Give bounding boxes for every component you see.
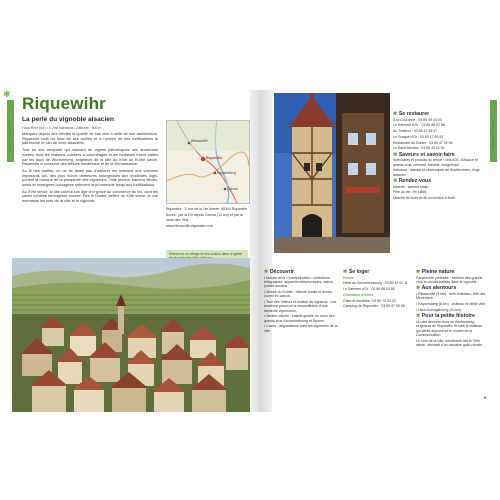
info-line: • Caves : dégustations chez les vignerons de la ville.: [264, 324, 338, 333]
info-line: Artisanat : faïence et céramiques de Soufflenheim, linge alsacien.: [393, 168, 480, 177]
info-subheading: Hôtels: [343, 275, 354, 280]
info-line: • Haut-Koenigsbourg (20 km).: [416, 307, 463, 312]
page-title: Riquewihr: [22, 94, 106, 113]
paragraph: Au XVIe siècle, la cité connut son âge d'or grâce au commerce du vin, dont les caves voûtées témoignent encore. Dès le Dolder, beffroi du XIIIe siècle, la vue embrasse les toits de la ville et le vignoble.: [22, 188, 158, 204]
section-heading: ✱ Aux alentours: [416, 285, 457, 292]
access-info: Accès : par la D3 depuis Colmar (12 km) et par la route des Vins.: [166, 213, 243, 222]
info-line: • Tour des Voleurs et maison du vigneron : une ancienne prison et la reconstitution d'une demeure vigneronne.: [264, 300, 337, 313]
info-line: Spécialités et produits du terroir : vins AOC d'Alsace et grands crus, crémant, bredele, kougelhopf.: [393, 158, 478, 167]
restaurant-item: Le Saint-Nicolas : 03 89 49 01 51: [393, 146, 445, 151]
tourism-office: Riquewihr : 2, rue de la 1re Armée, 68340 Riquewihr: [166, 207, 248, 211]
restaurant-item: Au Trotthus : 03 89 47 96 47: [393, 129, 438, 134]
contact-info: [166, 207, 248, 231]
page-subtitle: La perle du vignoble alsacien: [22, 116, 114, 123]
restaurant-item: Le Grappe d'Or : 03 89 47 89 52: [393, 134, 444, 139]
section-heading: ✱ Saveurs et savoir-faire: [393, 151, 455, 158]
restaurant-item: Le Sarment d'Or : 03 89 86 02 86: [393, 123, 445, 128]
star-icon: ✱: [3, 89, 11, 99]
section-heading: ✱ Se restaurer: [393, 111, 430, 117]
dolder-tower-photo: [274, 93, 390, 253]
restaurant-item: Restaurant du Dolder : 03 89 47 92 56: [393, 140, 453, 145]
map-label: Ribeauvillé: [191, 139, 208, 143]
info-line: • Musée du Dolder : histoire locale et armes, ouvert en saison.: [264, 290, 333, 299]
section-heading: ✱ Pour la petite histoire: [416, 313, 475, 320]
section-heading: ✱ Se loger: [343, 269, 370, 275]
section-heading: ✱ Rendez-vous: [393, 177, 432, 184]
section-heading: ✱ Pleine nature: [416, 269, 455, 275]
info-subheading: Chambres d'hôtes: [343, 292, 374, 297]
restaurant-item: À la Couronne : 03 89 49 03 03: [393, 117, 442, 122]
info-column-2: [343, 268, 413, 310]
info-line: Fête du vin : fin juillet.: [393, 190, 427, 195]
left-page-text-area: [12, 90, 250, 260]
info-line: Marché de Noël de fin novembre à Noël.: [393, 196, 456, 201]
page-number-right: 9: [484, 395, 487, 400]
article-body: [22, 132, 158, 206]
section-heading: ✱ Découvrir: [264, 269, 295, 275]
info-line: Randonnée pédestre : sentiers des grands crus et circuits balisés dans le vignoble.: [416, 275, 483, 285]
paragraph: Tout en ses remparts qui cachent de vignes pittoresques ses anciennes ruelles, dont les maisons colorées à colombages et les fontaines furent bâties par les ducs de Wurtemberg, seigneurs de la ville du XIVe au XVIIIe siècle, Riquewihr a conservé des trésors médiévaux et de la Renaissance.: [22, 147, 158, 167]
map-label: Colmar: [227, 187, 238, 191]
village-meta: Haut-Rhin (68) • 1 298 habitants • Altitude : 300 m: [22, 126, 102, 130]
info-column-1: [264, 268, 340, 334]
info-line: • Ribeauvillé (5 km) : trois châteaux, fête des Ménétriers.: [416, 292, 486, 301]
callout-box: Retrouvez ce village et ses voisins dans le guide: [166, 250, 248, 270]
info-line: • Sentier viticole : balade guidée au cœur des grands crus Schoenenbourg et Sporen.: [264, 314, 335, 323]
map-label: Riquewihr: [206, 156, 223, 160]
info-line: Camping de Riquewihr : 03 89 47 90 08: [343, 304, 405, 309]
paragraph: Au fil des ruelles, on ne se lasse pas d'admirer les maisons aux volumes imposants qui, des plus riches demeures bourgeoises aux modestes logis, portent la marque de la prospérité des vignerons. Toits pentus, balcons fleuris, oriels et enseignes ouvragées rythment la promenade jusqu'aux fortifications.: [22, 167, 158, 188]
map-label: Kaysersberg: [217, 171, 237, 175]
page-number-left: 8: [14, 395, 17, 400]
info-column-3: [416, 268, 486, 349]
info-column-top: [393, 110, 483, 202]
section-label: Alsace • Haut-Rhin: [8, 120, 12, 151]
info-line: Un des derniers ducs de Wurtemberg, seigneurs de Riquewihr, fit bâtir le château qui abrite aujourd'hui le musée de la Communication.: [416, 319, 482, 337]
info-line: Le nom de la ville, mentionné dès le VIIIe siècle, viendrait d'un domaine gallo-romain.: [416, 338, 484, 347]
village-photo: [12, 258, 250, 412]
paragraph: Marquez depuis des siècles la qualité de ses vins à celle de son architecture, Riquewihr ravit au fond de ses ruelles et à l'ombre de ses fortifications le patrimoine et l'art de vivre alsaciens.: [22, 131, 158, 146]
book-spine: [250, 90, 272, 412]
info-line: • Kaysersberg (8 km) : château et vieille ville.: [416, 302, 486, 307]
info-line: Le Sarment d'Or : 03 89 86 02 86: [343, 287, 395, 292]
info-line: Gîtes et meublés : 03 89 73 23 23: [343, 298, 396, 303]
location-map: [166, 120, 250, 204]
section-label: Alsace • Haut-Rhin: [491, 120, 495, 151]
info-line: Marché : samedi matin.: [393, 184, 430, 189]
info-line: • Musée de la Communication : collections, télégraphes, appareils téléphoniques, radios, postes anciens.: [264, 275, 334, 289]
website: www.ribeauville-riquewihr.com: [166, 224, 213, 229]
info-line: Hôtel du Schoenenbourg : 03 89 49 01 11: [343, 281, 408, 286]
